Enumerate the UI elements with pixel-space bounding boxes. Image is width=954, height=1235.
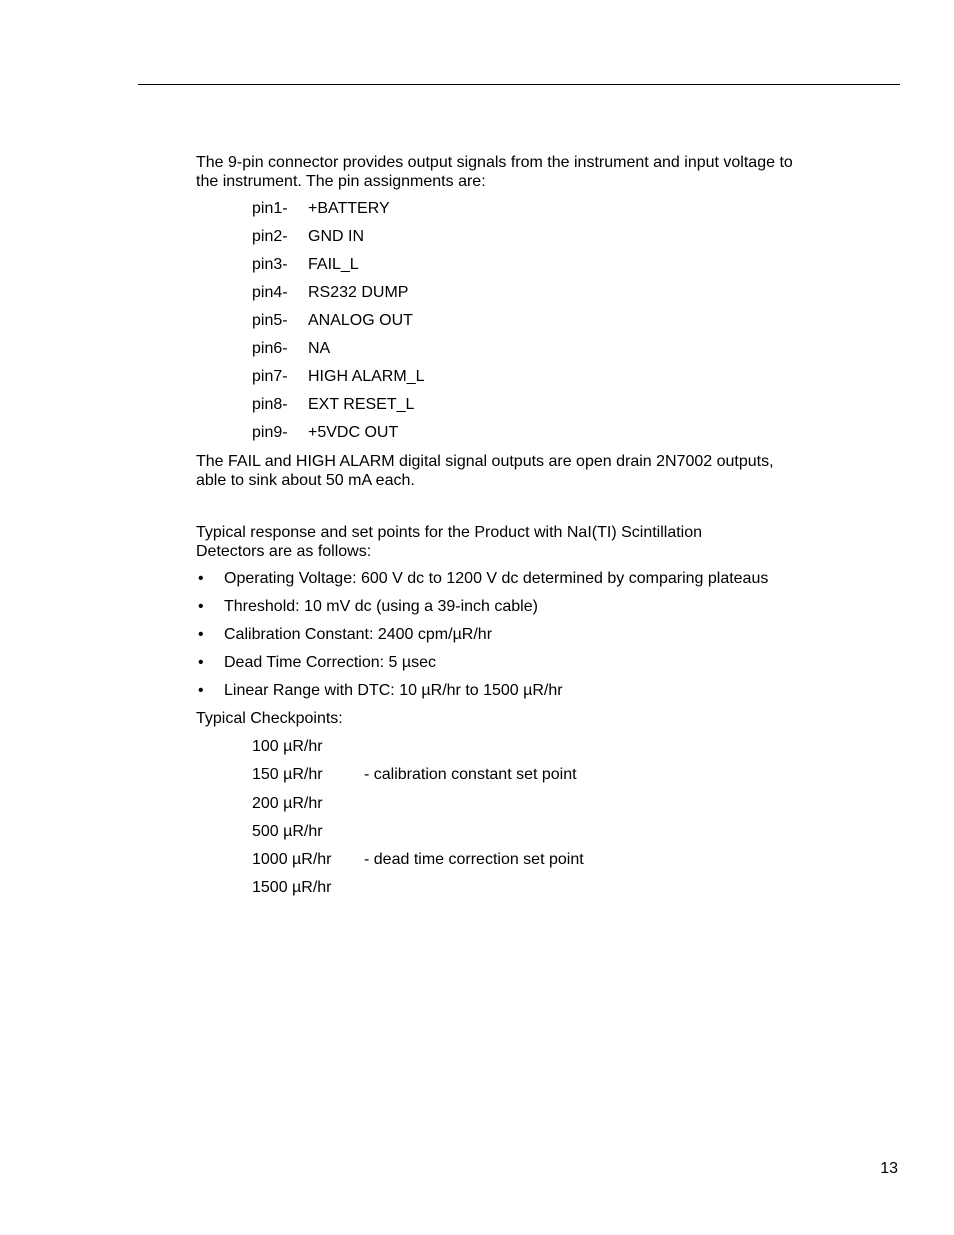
checkpoint-value: 100 µR/hr [252, 738, 323, 755]
checkpoint-row [0, 878, 954, 898]
pin-row [0, 227, 954, 247]
bullet-icon: • [198, 570, 204, 587]
page-number: 13 [880, 1160, 898, 1177]
checkpoint-value: 150 µR/hr [252, 766, 323, 783]
checkpoint-value: 1500 µR/hr [252, 879, 332, 896]
pin-label: pin5- [252, 312, 288, 329]
checkpoint-row [0, 794, 954, 814]
checkpoint-note: - calibration constant set point [364, 766, 577, 783]
bullet-text: Operating Voltage: 600 V dc to 1200 V dc determined by comparing plateaus [224, 570, 769, 587]
bullet-icon: • [198, 626, 204, 643]
response-intro: Typical response and set points for the Product with NaI(TI) Scintillation Detectors are as follows: [196, 524, 703, 560]
checkpoint-row [0, 737, 954, 757]
pin-value: ANALOG OUT [308, 312, 413, 329]
pin-value: +BATTERY [308, 200, 390, 217]
pin-value: NA [308, 340, 331, 357]
pin-row [0, 395, 954, 415]
pin-label: pin4- [252, 284, 288, 301]
bullet-icon: • [198, 654, 204, 671]
list-item [0, 569, 954, 589]
pin-row [0, 423, 954, 443]
pin-row [0, 283, 954, 303]
pin-label: pin6- [252, 340, 288, 357]
list-item [0, 681, 954, 701]
pin-row [0, 311, 954, 331]
checkpoint-value: 1000 µR/hr [252, 851, 332, 868]
pin-label: pin7- [252, 368, 288, 385]
pin-row [0, 367, 954, 387]
bullet-text: Linear Range with DTC: 10 µR/hr to 1500 µR/hr [224, 682, 563, 699]
pin-label: pin1- [252, 200, 288, 217]
pin-label: pin2- [252, 228, 288, 245]
checkpoint-row [0, 765, 954, 785]
pin-value: FAIL_L [308, 256, 359, 273]
bullet-text: Threshold: 10 mV dc (using a 39-inch cable) [224, 598, 538, 615]
pin-row [0, 339, 954, 359]
pin-value: GND IN [308, 228, 364, 245]
list-item [0, 625, 954, 645]
pin-value: EXT RESET_L [308, 396, 415, 413]
pin-value: RS232 DUMP [308, 284, 409, 301]
pin-label: pin8- [252, 396, 288, 413]
checkpoints-heading: Typical Checkpoints: [196, 710, 343, 727]
checkpoint-note: - dead time correction set point [364, 851, 584, 868]
list-item [0, 653, 954, 673]
connector-intro: The 9-pin connector provides output signals from the instrument and input voltage to the instrument. The pin assignments are: [196, 154, 793, 190]
pin-row [0, 255, 954, 275]
bullet-icon: • [198, 682, 204, 699]
bullet-text: Dead Time Correction: 5 µsec [224, 654, 436, 671]
pin-label: pin9- [252, 424, 288, 441]
bullet-text: Calibration Constant: 2400 cpm/µR/hr [224, 626, 493, 643]
header-rule [138, 84, 900, 85]
bullet-icon: • [198, 598, 204, 615]
checkpoint-value: 200 µR/hr [252, 795, 323, 812]
checkpoint-row [0, 850, 954, 870]
outputs-note: The FAIL and HIGH ALARM digital signal outputs are open drain 2N7002 outputs, able to sink about 50 mA each. [196, 453, 774, 489]
pin-label: pin3- [252, 256, 288, 273]
checkpoint-value: 500 µR/hr [252, 823, 323, 840]
checkpoint-row [0, 822, 954, 842]
pin-value: +5VDC OUT [308, 424, 399, 441]
pin-row [0, 199, 954, 219]
list-item [0, 597, 954, 617]
pin-value: HIGH ALARM_L [308, 368, 425, 385]
